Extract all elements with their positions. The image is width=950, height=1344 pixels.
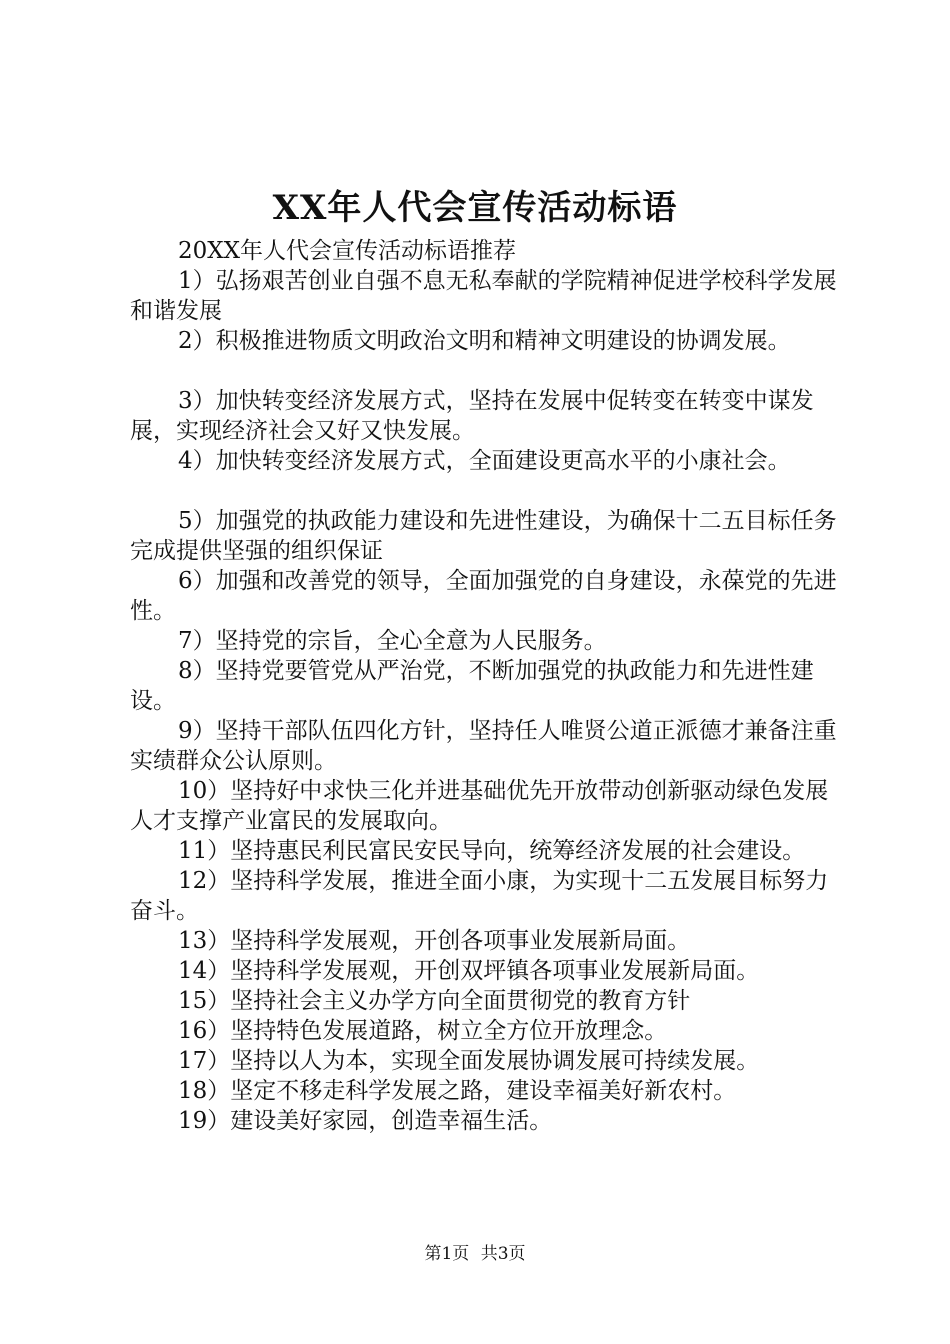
slogan-item-8: 8）坚持党要管党从严治党，不断加强党的执政能力和先进性建设。 bbox=[130, 658, 814, 714]
slogan-item-14: 14）坚持科学发展观，开创双坪镇各项事业发展新局面。 bbox=[178, 958, 760, 984]
document-body bbox=[130, 236, 838, 1136]
slogan-item-15: 15）坚持社会主义办学方向全面贯彻党的教育方针 bbox=[178, 988, 691, 1014]
slogan-item-6: 6）加强和改善党的领导，全面加强党的自身建设，永葆党的先进性。 bbox=[130, 568, 837, 624]
slogan-item-13: 13）坚持科学发展观，开创各项事业发展新局面。 bbox=[178, 928, 691, 954]
slogan-item-3: 3）加快转变经济发展方式，坚持在发展中促转变在转变中谋发展，实现经济社会又好又快发展。 bbox=[130, 388, 814, 444]
slogan-item-12: 12）坚持科学发展，推进全面小康，为实现十二五发展目标努力奋斗。 bbox=[130, 868, 829, 924]
slogan-item-10: 10）坚持好中求快三化并进基础优先开放带动创新驱动绿色发展人才支撑产业富民的发展取向。 bbox=[130, 778, 829, 834]
document-title: XX年人代会宣传活动标语 bbox=[272, 188, 678, 228]
slogan-item-16: 16）坚持特色发展道路，树立全方位开放理念。 bbox=[178, 1018, 668, 1044]
subtitle-paragraph: 20XX年人代会宣传活动标语推荐 bbox=[178, 238, 517, 264]
slogan-item-11: 11）坚持惠民利民富民安民导向，统筹经济发展的社会建设。 bbox=[178, 838, 806, 864]
page-footer bbox=[0, 1242, 950, 1266]
slogan-item-2: 2）积极推进物质文明政治文明和精神文明建设的协调发展。 bbox=[178, 328, 791, 354]
slogan-item-7: 7）坚持党的宗旨，全心全意为人民服务。 bbox=[178, 628, 607, 654]
slogan-item-4: 4）加快转变经济发展方式，全面建设更高水平的小康社会。 bbox=[178, 448, 791, 474]
slogan-item-5: 5）加强党的执政能力建设和先进性建设，为确保十二五目标任务完成提供坚强的组织保证 bbox=[130, 508, 837, 564]
slogan-item-18: 18）坚定不移走科学发展之路，建设幸福美好新农村。 bbox=[178, 1078, 737, 1104]
page-total: 共3页 bbox=[480, 1244, 526, 1264]
slogan-item-1: 1）弘扬艰苦创业自强不息无私奉献的学院精神促进学校科学发展和谐发展 bbox=[130, 268, 837, 324]
slogan-item-19: 19）建设美好家园，创造幸福生活。 bbox=[178, 1108, 553, 1134]
slogan-item-9: 9）坚持干部队伍四化方针，坚持任人唯贤公道正派德才兼备注重实绩群众公认原则。 bbox=[130, 718, 837, 774]
page-number: 第1页 bbox=[424, 1244, 470, 1264]
slogan-item-17: 17）坚持以人为本，实现全面发展协调发展可持续发展。 bbox=[178, 1048, 760, 1074]
